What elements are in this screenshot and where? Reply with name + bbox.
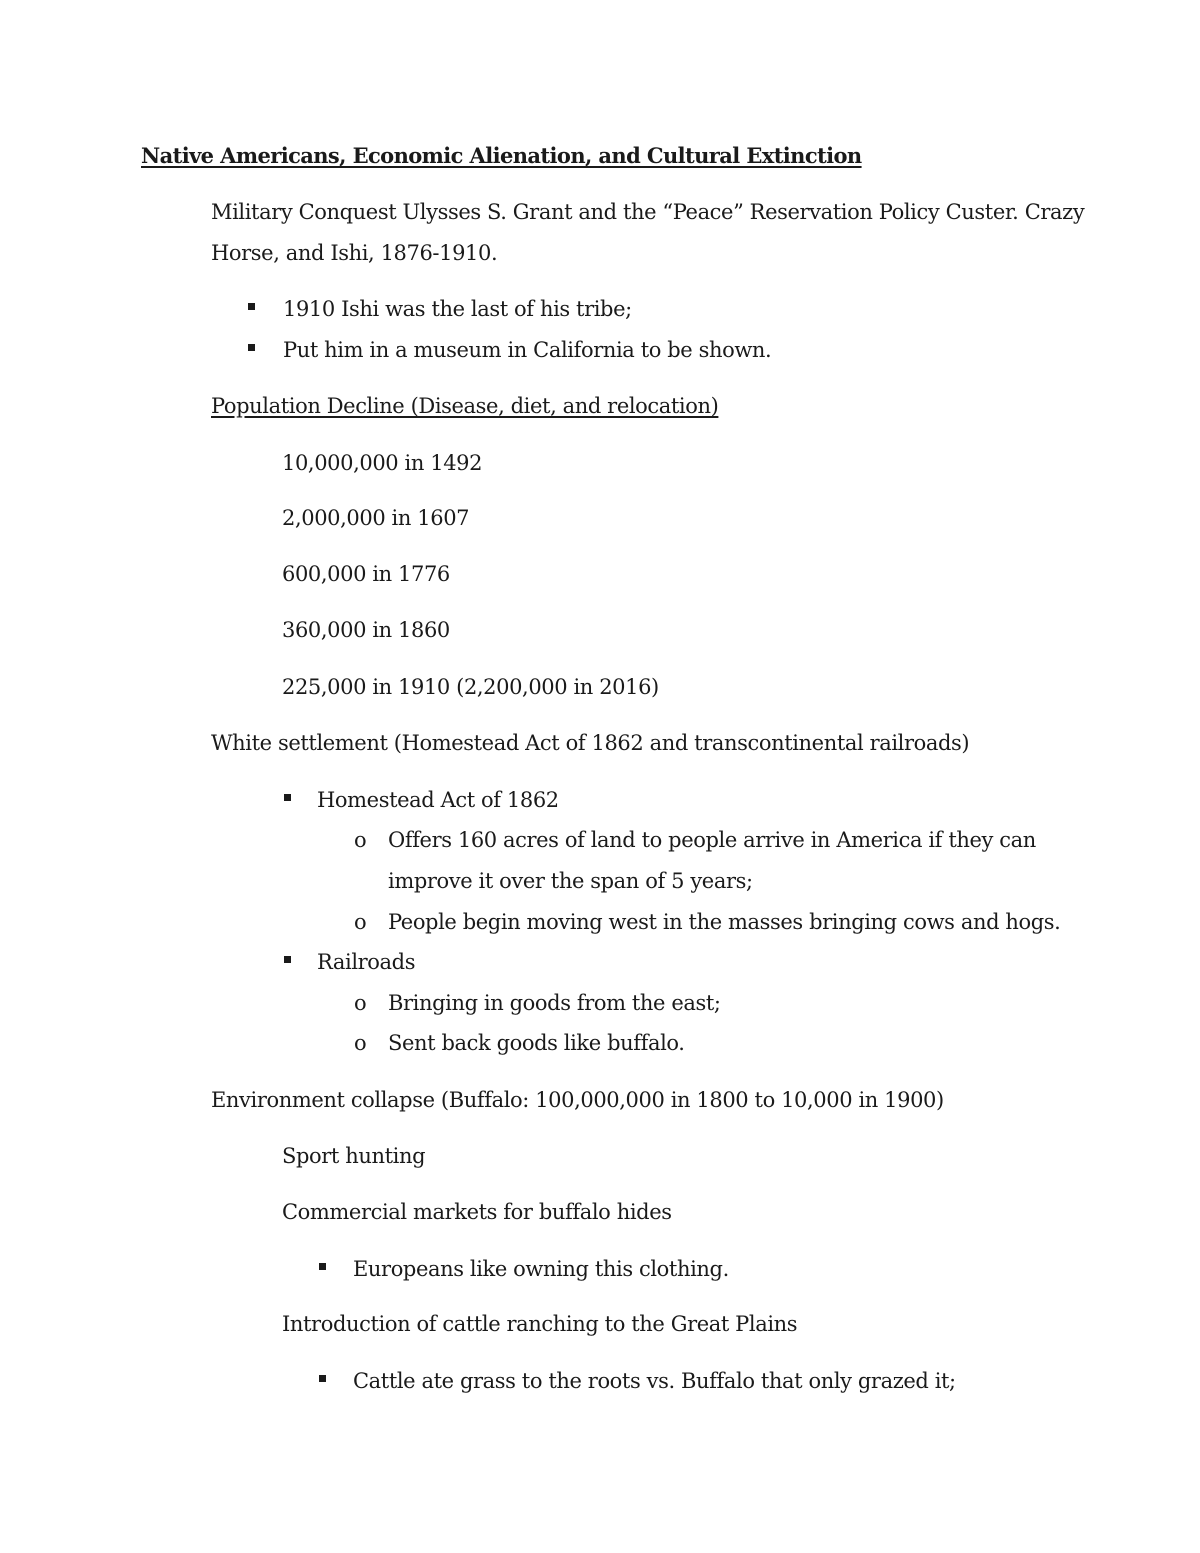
environment-heading: Environment collapse (Buffalo: 100,000,000 in 1800 to 10,000 in 1900) — [211, 1088, 944, 1112]
homestead-sub-2: People begin moving west in the masses bringing cows and hogs. — [388, 910, 1061, 934]
homestead-sub-1-line2: improve it over the span of 5 years; — [388, 869, 753, 893]
environment-cattle-ranching: Introduction of cattle ranching to the Great Plains — [282, 1312, 798, 1336]
railroads-bullet: Railroads — [317, 950, 416, 974]
environment-sport-hunting: Sport hunting — [282, 1144, 426, 1168]
square-bullet-icon — [319, 1263, 326, 1270]
military-bullet-2: Put him in a museum in California to be shown. — [283, 338, 772, 362]
military-text-line2: Horse, and Ishi, 1876-1910. — [211, 241, 498, 265]
railroads-sub-2: Sent back goods like buffalo. — [388, 1031, 685, 1055]
square-bullet-icon — [284, 794, 291, 801]
page-title: Native Americans, Economic Alienation, and Cultural Extinction — [141, 143, 862, 168]
homestead-bullet: Homestead Act of 1862 — [317, 788, 559, 812]
population-item-1492: 10,000,000 in 1492 — [282, 451, 483, 475]
settlement-heading: White settlement (Homestead Act of 1862 and transcontinental railroads) — [211, 731, 970, 755]
homestead-sub-1-line1: Offers 160 acres of land to people arrive in America if they can — [388, 828, 1036, 852]
population-item-1860: 360,000 in 1860 — [282, 618, 450, 642]
military-text-line1: Military Conquest Ulysses S. Grant and the “Peace” Reservation Policy Custer. Crazy — [211, 200, 1085, 224]
population-heading: Population Decline (Disease, diet, and relocation) — [211, 394, 719, 418]
square-bullet-icon — [248, 344, 255, 351]
military-bullet-1: 1910 Ishi was the last of his tribe; — [283, 297, 632, 321]
square-bullet-icon — [248, 303, 255, 310]
circle-bullet-icon: o — [354, 910, 367, 934]
railroads-sub-1: Bringing in goods from the east; — [388, 991, 721, 1015]
commercial-bullet: Europeans like owning this clothing. — [353, 1257, 729, 1281]
population-item-1607: 2,000,000 in 1607 — [282, 506, 470, 530]
circle-bullet-icon: o — [354, 1031, 367, 1055]
circle-bullet-icon: o — [354, 828, 367, 852]
square-bullet-icon — [284, 956, 291, 963]
circle-bullet-icon: o — [354, 991, 367, 1015]
population-item-1910: 225,000 in 1910 (2,200,000 in 2016) — [282, 675, 659, 699]
population-item-1776: 600,000 in 1776 — [282, 562, 450, 586]
cattle-bullet: Cattle ate grass to the roots vs. Buffalo that only grazed it; — [353, 1369, 956, 1393]
square-bullet-icon — [319, 1375, 326, 1382]
environment-commercial-markets: Commercial markets for buffalo hides — [282, 1200, 672, 1224]
